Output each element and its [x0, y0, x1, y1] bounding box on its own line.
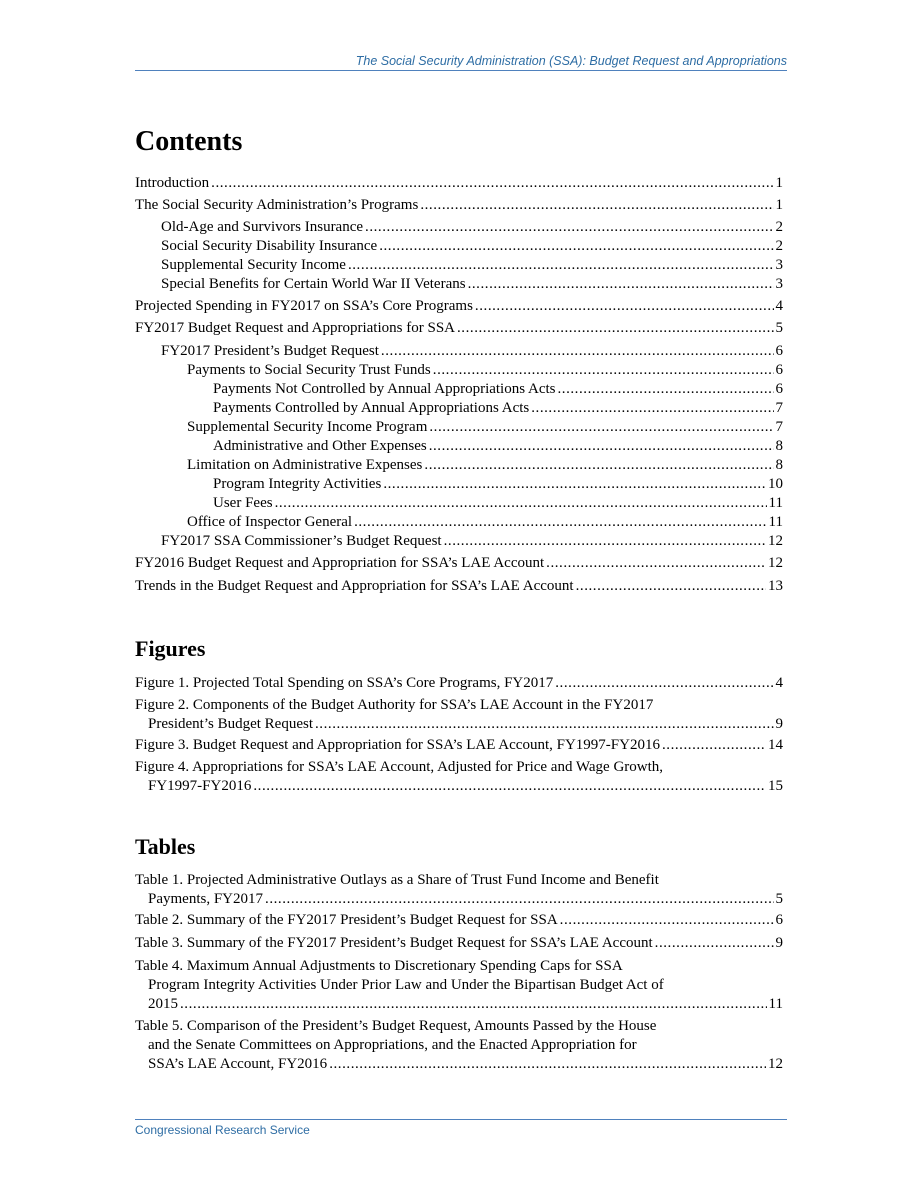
toc-entry-page: 2 [775, 219, 783, 235]
figure-entry-title-cont: President’s Budget Request [148, 716, 313, 732]
toc-entry-title: Administrative and Other Expenses [213, 438, 427, 454]
toc-entry-title: Social Security Disability Insurance [161, 238, 378, 254]
dot-leader [365, 218, 773, 237]
dot-leader [444, 532, 766, 551]
table-entry-page: 6 [775, 912, 783, 928]
dot-leader [475, 297, 774, 316]
toc-entry-title: User Fees [213, 495, 273, 511]
toc-entry-title: Trends in the Budget Request and Appropriation for SSA’s LAE Account [135, 578, 574, 594]
figure-entry-title: Figure 1. Projected Total Spending on SSA’s Core Programs, FY2017 [135, 675, 554, 691]
toc-entry[interactable] [135, 554, 783, 573]
table-entry-title: Table 2. Summary of the FY2017 President’s Budget Request for SSA [135, 912, 558, 928]
table-entry-page: 9 [775, 935, 783, 951]
dot-leader [433, 361, 774, 380]
toc-entry[interactable] [187, 456, 783, 475]
toc-entry-page: 6 [775, 381, 783, 397]
table-entry-title-cont: and the Senate Committees on Appropriations, and the Enacted Appropriation for [148, 1037, 637, 1053]
dot-leader [329, 1055, 766, 1074]
toc-entry-title: FY2017 President’s Budget Request [161, 343, 379, 359]
dot-leader [424, 456, 773, 475]
figure-entry-title-cont: FY1997-FY2016 [148, 778, 252, 794]
dot-leader [429, 418, 773, 437]
toc-entry[interactable] [161, 275, 783, 294]
table-entry-title: Table 4. Maximum Annual Adjustments to Discretionary Spending Caps for SSA [135, 958, 623, 974]
figure-entry-page: 9 [775, 716, 783, 732]
toc-entry[interactable] [213, 475, 783, 494]
toc-entry[interactable] [187, 361, 783, 380]
dot-leader [211, 174, 773, 193]
table-entry[interactable] [135, 911, 783, 930]
toc-entry[interactable] [135, 577, 783, 596]
dot-leader [531, 399, 773, 418]
figure-entry-title: Figure 3. Budget Request and Appropriation for SSA’s LAE Account, FY1997-FY2016 [135, 737, 660, 753]
toc-entry-title: FY2016 Budget Request and Appropriation for SSA’s LAE Account [135, 555, 545, 571]
toc-entry-title: Payments to Social Security Trust Funds [187, 362, 431, 378]
dot-leader [546, 554, 766, 573]
toc-entry-page: 5 [775, 320, 783, 336]
figure-entry-page: 14 [768, 737, 783, 753]
figure-entry[interactable] [135, 674, 783, 693]
toc-entry[interactable] [213, 494, 783, 513]
toc-entry-title: Office of Inspector General [187, 514, 353, 530]
dot-leader [420, 196, 773, 215]
dot-leader [560, 911, 774, 930]
table-entry[interactable] [135, 957, 783, 1014]
dot-leader [383, 475, 766, 494]
toc-entry[interactable] [161, 237, 783, 256]
toc-entry[interactable] [135, 174, 783, 193]
toc-entry[interactable] [135, 196, 783, 215]
table-entry-title-cont: Payments, FY2017 [148, 891, 264, 907]
toc-entry[interactable] [135, 297, 783, 316]
figure-entry-page: 15 [768, 778, 783, 794]
toc-entry-page: 11 [768, 495, 783, 511]
table-entry-title: Table 1. Projected Administrative Outlays as a Share of Trust Fund Income and Benefit [135, 872, 659, 888]
toc-entry-title: Old-Age and Survivors Insurance [161, 219, 364, 235]
table-entry[interactable] [135, 1017, 783, 1074]
toc-entry-title: FY2017 SSA Commissioner’s Budget Request [161, 533, 442, 549]
toc-entry-title: Introduction [135, 175, 210, 191]
toc-entry-page: 10 [768, 476, 783, 492]
dot-leader [381, 342, 774, 361]
table-entry-page: 5 [775, 891, 783, 907]
toc-entry-page: 11 [768, 514, 783, 530]
toc-entry-page: 3 [775, 257, 783, 273]
dot-leader [576, 577, 766, 596]
dot-leader [348, 256, 774, 275]
dot-leader [557, 380, 773, 399]
toc-entry-page: 2 [775, 238, 783, 254]
dot-leader [379, 237, 773, 256]
toc-entry-page: 12 [768, 533, 783, 549]
dot-leader [275, 494, 767, 513]
table-entry-page: 11 [768, 996, 783, 1012]
toc-entry-page: 13 [768, 578, 783, 594]
footer: Congressional Research Service [135, 1123, 310, 1137]
toc-entry-title: Supplemental Security Income Program [187, 419, 428, 435]
dot-leader [180, 995, 767, 1014]
toc-entry-page: 6 [775, 362, 783, 378]
toc-entry-page: 1 [775, 175, 783, 191]
toc-entry-page: 6 [775, 343, 783, 359]
figures-heading: Figures [135, 636, 206, 661]
toc-entry-title: The Social Security Administration’s Programs [135, 197, 419, 213]
toc-entry-page: 1 [775, 197, 783, 213]
toc-entry-page: 12 [768, 555, 783, 571]
figure-entry[interactable] [135, 736, 783, 755]
running-header: The Social Security Administration (SSA): Budget Request and Appropriations [135, 54, 787, 71]
toc-entry[interactable] [161, 256, 783, 275]
dot-leader [655, 934, 774, 953]
table-entry[interactable] [135, 871, 783, 909]
toc-entry[interactable] [161, 342, 783, 361]
figure-entry-title: Figure 2. Components of the Budget Authority for SSA’s LAE Account in the FY2017 [135, 697, 654, 713]
toc-entry[interactable] [161, 218, 783, 237]
toc-entry-page: 7 [775, 419, 783, 435]
toc-entry-page: 8 [775, 457, 783, 473]
table-entry-title-cont: Program Integrity Activities Under Prior Law and Under the Bipartisan Budget Act of [148, 977, 664, 993]
dot-leader [457, 319, 774, 338]
toc-entry-page: 4 [775, 298, 783, 314]
table-entry-page: 12 [768, 1056, 783, 1072]
figure-entry-title: Figure 4. Appropriations for SSA’s LAE Account, Adjusted for Price and Wage Growth, [135, 759, 664, 775]
table-entry-title-cont: SSA’s LAE Account, FY2016 [148, 1056, 328, 1072]
toc-entry[interactable] [187, 513, 783, 532]
toc-entry-title: Limitation on Administrative Expenses [187, 457, 423, 473]
dot-leader [253, 777, 766, 796]
toc-entry-title: Supplemental Security Income [161, 257, 346, 273]
footer-rule [135, 1119, 787, 1120]
toc-entry-title: Projected Spending in FY2017 on SSA’s Core Programs [135, 298, 473, 314]
figure-entry[interactable] [135, 696, 783, 734]
toc-entry-title: FY2017 Budget Request and Appropriations for SSA [135, 320, 455, 336]
toc-entry[interactable] [187, 418, 783, 437]
figure-entry[interactable] [135, 758, 783, 796]
table-entry-title-cont: 2015 [148, 996, 178, 1012]
dot-leader [468, 275, 774, 294]
toc-entry[interactable] [161, 532, 783, 551]
dot-leader [429, 437, 774, 456]
contents-heading: Contents [135, 126, 243, 157]
table-entry-title: Table 3. Summary of the FY2017 President’s Budget Request for SSA’s LAE Account [135, 935, 653, 951]
toc-entry-title: Special Benefits for Certain World War II Veterans [161, 276, 466, 292]
dot-leader [555, 674, 773, 693]
toc-entry-page: 3 [775, 276, 783, 292]
table-entry[interactable] [135, 934, 783, 953]
dot-leader [662, 736, 766, 755]
toc-entry-page: 8 [775, 438, 783, 454]
toc-entry[interactable] [135, 319, 783, 338]
toc-entry[interactable] [213, 437, 783, 456]
figure-entry-page: 4 [775, 675, 783, 691]
toc-entry-title: Payments Controlled by Annual Appropriations Acts [213, 400, 530, 416]
dot-leader [265, 890, 773, 909]
dot-leader [315, 715, 774, 734]
toc-entry-page: 7 [775, 400, 783, 416]
toc-entry-title: Payments Not Controlled by Annual Appropriations Acts [213, 381, 556, 397]
dot-leader [354, 513, 766, 532]
toc-entry-title: Program Integrity Activities [213, 476, 382, 492]
toc-entry[interactable] [213, 380, 783, 399]
table-entry-title: Table 5. Comparison of the President’s Budget Request, Amounts Passed by the House [135, 1018, 657, 1034]
tables-heading: Tables [135, 834, 196, 859]
toc-entry[interactable] [213, 399, 783, 418]
